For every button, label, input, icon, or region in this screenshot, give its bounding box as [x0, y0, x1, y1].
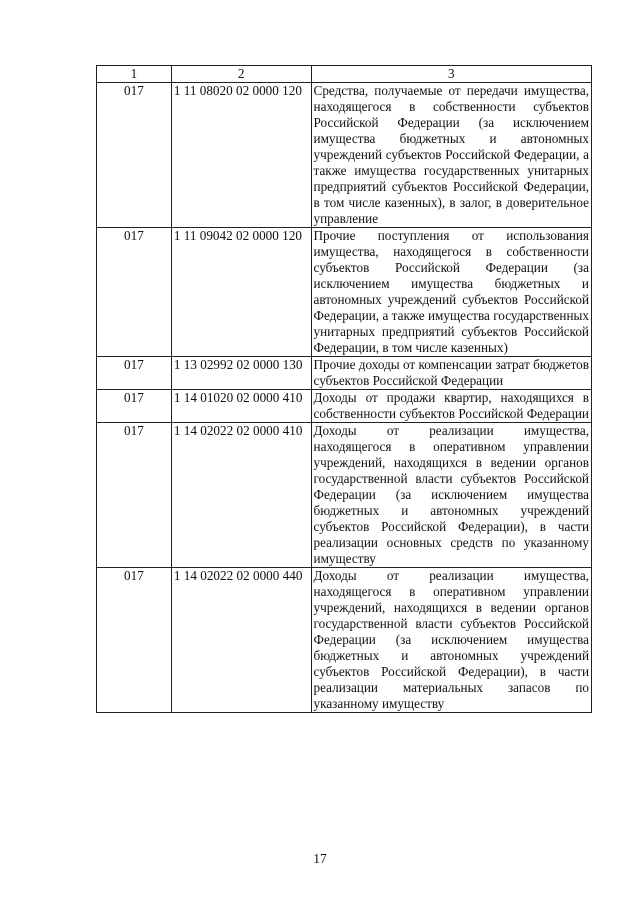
- column-header-3: 3: [311, 66, 591, 83]
- description-cell: Доходы от реализации имущества, находящегося в оперативном управлении учреждений, находящихся в ведении органов государственной власти субъектов Российской Федерации (за исключением имущества бюджетных и автономных учреждений субъектов Российской Федерации), в части реализации материальных запасов по указанному имуществу: [311, 568, 591, 713]
- budget-code-cell: 1 14 02022 02 0000 410: [171, 423, 311, 568]
- admin-code-cell: 017: [97, 83, 172, 228]
- table-row: [97, 568, 592, 713]
- page-number: 17: [313, 851, 327, 866]
- budget-code-cell: 1 11 08020 02 0000 120: [171, 83, 311, 228]
- budget-code-cell: 1 14 01020 02 0000 410: [171, 390, 311, 423]
- description-cell: Средства, получаемые от передачи имущества, находящегося в собственности субъектов Российской Федерации (за исключением имущества бюджетных и автономных учреждений субъектов Российской Федерации, а также имущества государственных унитарных предприятий субъектов Российской Федерации, в том числе казенных), в залог, в доверительное управление: [311, 83, 591, 228]
- table-row: [97, 228, 592, 357]
- description-cell: Прочие поступления от использования имущества, находящегося в собственности субъектов Российской Федерации (за исключением имущества бюджетных и автономных учреждений субъектов Российской Федерации, а также имущества государственных унитарных предприятий субъектов Российской Федерации, в том числе казенных): [311, 228, 591, 357]
- table-row: [97, 83, 592, 228]
- admin-code-cell: 017: [97, 423, 172, 568]
- budget-code-cell: 1 14 02022 02 0000 440: [171, 568, 311, 713]
- column-header-1: 1: [97, 66, 172, 83]
- description-cell: Доходы от продажи квартир, находящихся в собственности субъектов Российской Федерации: [311, 390, 591, 423]
- admin-code-cell: 017: [97, 357, 172, 390]
- table-row: [97, 423, 592, 568]
- description-cell: Прочие доходы от компенсации затрат бюджетов субъектов Российской Федерации: [311, 357, 591, 390]
- column-header-2: 2: [171, 66, 311, 83]
- admin-code-cell: 017: [97, 390, 172, 423]
- budget-code-cell: 1 11 09042 02 0000 120: [171, 228, 311, 357]
- revenue-table: [96, 65, 592, 713]
- table-row: [97, 390, 592, 423]
- table-header-row: [97, 66, 592, 83]
- admin-code-cell: 017: [97, 228, 172, 357]
- table-row: [97, 357, 592, 390]
- description-cell: Доходы от реализации имущества, находящегося в оперативном управлении учреждений, находящихся в ведении органов государственной власти субъектов Российской Федерации (за исключением имущества бюджетных и автономных учреждений субъектов Российской Федерации), в части реализации основных средств по указанному имуществу: [311, 423, 591, 568]
- budget-code-cell: 1 13 02992 02 0000 130: [171, 357, 311, 390]
- admin-code-cell: 017: [97, 568, 172, 713]
